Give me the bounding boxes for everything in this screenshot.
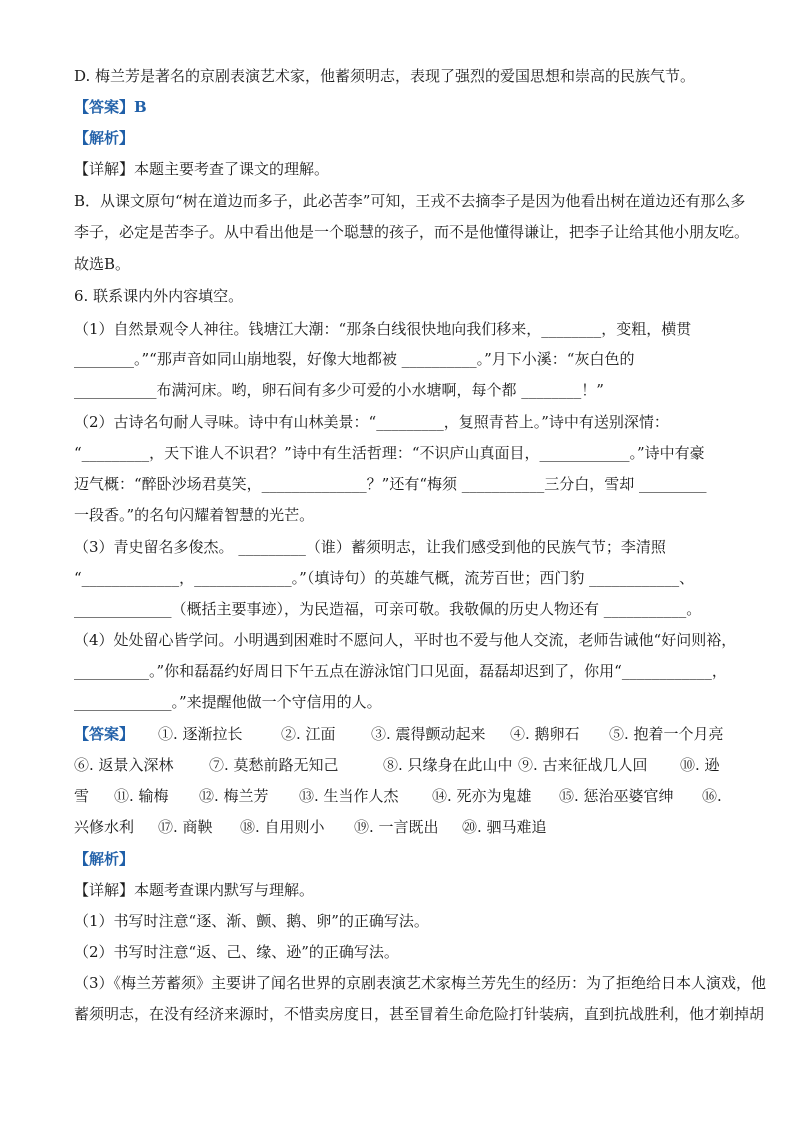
answer-item: 兴修水利	[74, 818, 135, 836]
question-line: _____________。”来提醒他做一个守信用的人。	[74, 693, 382, 711]
answer-item: ⑨. 古来征战几人回	[518, 756, 648, 774]
detail-text: （1）书写时注意“逐、渐、颤、鹅、卵”的正确写法。	[74, 912, 429, 930]
answer-item: ⑮. 惩治巫婆官绅	[559, 787, 674, 805]
answer-item: ⑥. 返景入深林	[74, 756, 174, 774]
answer-item: ⑬. 生当作人杰	[299, 787, 399, 805]
answer-item: ②. 江面	[281, 725, 336, 743]
question-line: （2）古诗名句耐人寻味。诗中有山林美景：“_________，复照青苔上。”诗中有送别深情：	[74, 413, 669, 431]
analysis-heading: 【解析】	[74, 850, 135, 868]
question-line: __________。”你和磊磊约好周日下午五点在游泳馆门口见面，磊磊却迟到了，你用“____________，	[74, 662, 727, 680]
answer-item: ⑭. 死亦为鬼雄	[432, 787, 532, 805]
question-line: （1）自然景观令人神往。钱塘江大潮：“那条白线很快地向我们移来，________，变粗，横贯	[74, 320, 692, 338]
question-line: _____________（概括主要事迹），为民造福，可亲可敬。我敬佩的历史人物还有 ___________。	[74, 600, 702, 618]
answer-item: ⑪. 输梅	[114, 787, 169, 805]
answer-item: ⑫. 梅兰芳	[199, 787, 269, 805]
question-line: “_____________，_____________。”（填诗句）的英雄气概，流芳百世；西门豹 ____________、	[74, 569, 695, 587]
answer-item: 雪	[74, 787, 90, 805]
answer-item: ⑲. 一言既出	[354, 818, 439, 836]
question-line: 迈气概：“醉卧沙场君莫笑，______________？”还有“梅须 ___________三分白，雪却 _________	[74, 475, 707, 493]
detail-text: （2）书写时注意“返、己、缘、逊”的正确写法。	[74, 943, 399, 961]
answer-item: ⑰. 商鞅	[158, 818, 213, 836]
answer-item: ⑧. 只缘身在此山中	[383, 756, 513, 774]
question-line: ___________布满河床。哟，卵石间有多少可爱的小水塘啊，每个都 ________！”	[74, 381, 604, 399]
answer-item: ④. 鹅卵石	[510, 725, 580, 743]
detail-text: （3）《梅兰芳蓄须》主要讲了闻名世界的京剧表演艺术家梅兰芳先生的经历：为了拒绝给日本人演戏，他	[74, 974, 767, 992]
answer-item: ①. 逐渐拉长	[158, 725, 243, 743]
explanation-line: B．从课文原句“树在道边而多子，此必苦李”可知，王戎不去摘李子是因为他看出树在道边还有那么多	[74, 192, 746, 210]
answer-item: ⑱. 自用则小	[240, 818, 325, 836]
answer-item: ⑳. 驷马难追	[462, 818, 547, 836]
conclusion-text: 故选B。	[74, 255, 131, 273]
question-line: ________。”“那声音如同山崩地裂，好像大地都被 __________。”月下小溪：“灰白色的	[74, 350, 635, 368]
answer-item: ⑦. 莫愁前路无知己	[209, 756, 339, 774]
answer-item: ⑯.	[702, 787, 722, 805]
answer-label: 【答案】	[74, 725, 135, 743]
question-line: 一段香。”的名句闪耀着智慧的光芒。	[74, 506, 315, 524]
answer-item: ③. 震得颤动起来	[371, 725, 486, 743]
question-line: （3）青史留名多俊杰。 _________（谁）蓄须明志，让我们感受到他的民族气节；李清照	[74, 538, 666, 556]
option-d-text: D. 梅兰芳是著名的京剧表演艺术家，他蓄须明志，表现了强烈的爱国思想和崇高的民族气节。	[74, 67, 696, 85]
answer-heading: 【答案】B	[74, 98, 147, 116]
answer-item: ⑤. 抱着一个月亮	[609, 725, 724, 743]
question-6-title: 6. 联系课内外内容填空。	[74, 287, 244, 305]
detail-text: 蓄须明志，在没有经济来源时，不惜卖房度日，甚至冒着生命危险打针装病，直到抗战胜利，他才剃掉胡	[74, 1005, 765, 1023]
explanation-line: 李子，必定是苦李子。从中看出他是一个聪慧的孩子，而不是他懂得谦让，把李子让给其他小朋友吃。	[74, 223, 750, 241]
question-line: （4）处处留心皆学问。小明遇到困难时不愿问人，平时也不爱与他人交流，老师告诫他“好问则裕，	[74, 631, 737, 649]
detail-text: 【详解】本题主要考查了课文的理解。	[74, 160, 330, 178]
question-line: “_________，天下谁人不识君？”诗中有生活哲理：“不识庐山真面目，____________。”诗中有豪	[74, 444, 705, 462]
answer-item: ⑩. 逊	[680, 756, 720, 774]
detail-text: 【详解】本题考查课内默写与理解。	[74, 881, 315, 899]
analysis-heading: 【解析】	[74, 129, 135, 147]
